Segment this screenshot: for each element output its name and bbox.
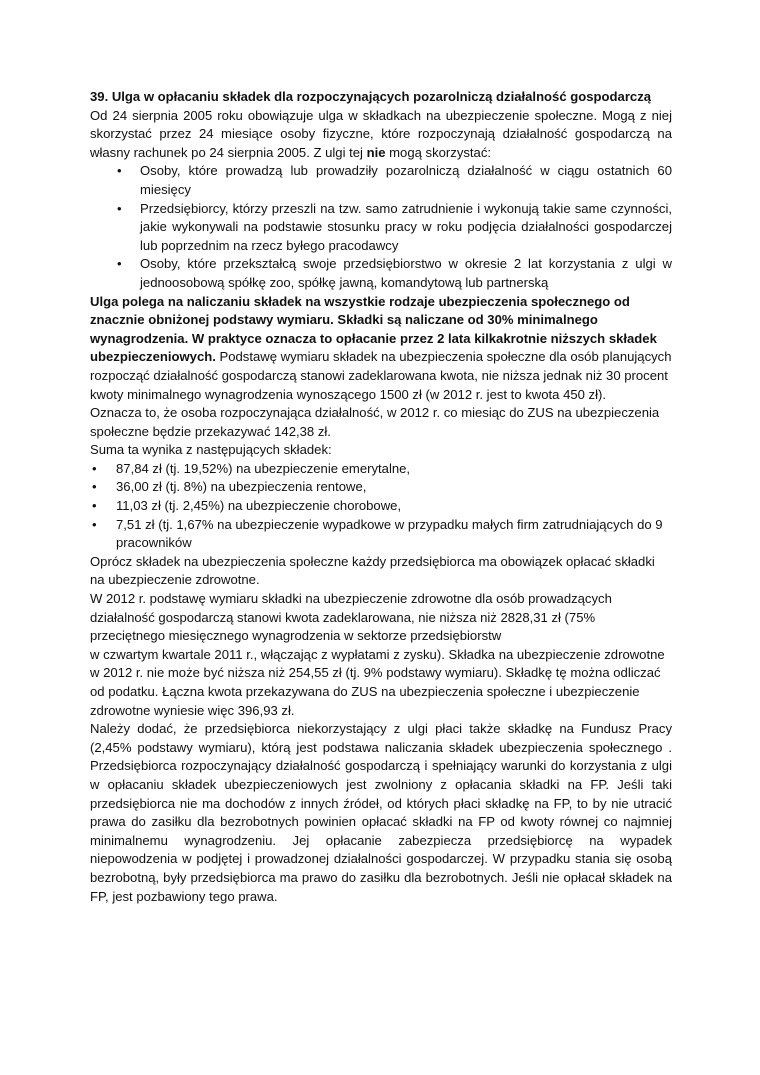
relief-emphasis: Ulga polega na naliczaniu składek na wszystkie rodzaje ubezpieczenia społecznego od znacznie obniżonej podstawy wymiaru. Składki są naliczane od 30% minimalnego wynagrodzenia. W praktyce oznacza to opłacanie przez 2 lata kilkakrotnie niższych składek ubezpieczeniowych.	[90, 293, 657, 365]
component-item: • 87,84 zł (tj. 19,52%) na ubezpieczenie emerytalne,	[90, 460, 672, 479]
document-page	[90, 88, 672, 906]
relief-paragraph	[90, 293, 672, 405]
intro-emphasis: nie	[366, 144, 386, 160]
monthly-paragraph: Oznacza to, że osoba rozpoczynająca działalność, w 2012 r. co miesiąc do ZUS na ubezpieczenia społeczne będzie przekazywać 142,38 zł.	[90, 405, 660, 439]
exclusion-item: • Przedsiębiorcy, którzy przeszli na tzw. samo zatrudnienie i wykonują takie same czynności, jakie wykonywali na podstawie stosunku pracy w roku podjęcia działalności gospodarczej lub poprzednim na rzecz byłego pracodawcy	[90, 200, 672, 256]
exclusion-item: • Osoby, które prowadzą lub prowadziły pozarolniczą działalność w ciągu ostatnich 60 miesięcy	[90, 162, 672, 199]
exclusions-list	[90, 162, 672, 292]
labour-fund-paragraph: Należy dodać, że przedsiębiorca niekorzystający z ulgi płaci także składkę na Fundusz Pracy (2,45% podstawy wymiaru), którą jest podstawa naliczania składek ubezpieczenia społecznego . Przedsiębiorca rozpoczynający działalność gospodarczą i spełniający warunki do korzystania z ulgi w opłacaniu składek ubezpieczeniowych jest zwolniony z opłacania składki na FP. Jeśli taki przedsiębiorca nie ma dochodów z innych źródeł, od których płaci składkę na FP, to by nie utracić prawa do zasiłku dla bezrobotnych powinien opłacać składki na FP od kwoty równej co najmniej minimalnemu wynagrodzeniu. Jej opłacanie zabezpiecza przedsiębiorcę na wypadek niepowodzenia w podjętej i prowadzonej działalności gospodarczej. W przypadku stania się osobą bezrobotną, były przedsiębiorca ma prawo do zasiłku dla bezrobotnych. Jeśli nie opłacał składek na FP, jest pozbawiony tego prawa.	[90, 721, 672, 904]
health-quarter: w czwartym kwartale 2011 r., włączając z wypłatami z zysku). Składka na ubezpieczenie zdrowotne w 2012 r. nie może być niższa niż 254,55 zł (tj. 9% podstawy wymiaru). Składkę tę można odliczać od podatku. Łączna kwota przekazywana do ZUS na ubezpieczenia społeczne i ubezpieczenie zdrowotne wyniesie więc 396,93 zł.	[90, 646, 665, 718]
sum-intro: Suma ta wynika z następujących składek:	[90, 442, 332, 458]
components-list	[90, 460, 672, 553]
intro-text: Od 24 sierpnia 2005 roku obowiązuje ulga w składkach na ubezpieczenie społeczne. Mogą z niej skorzystać przez 24 miesiące osoby fizyczne, które rozpoczynają działalność gospodarczą na własny rachunek po 24 sierpnia 2005. Z ulgi tej	[90, 107, 672, 160]
health-basis: W 2012 r. podstawę wymiaru składki na ubezpieczenie zdrowotne dla osób prowadzących działalność gospodarczą stanowi kwota zadeklarowana, nie niższa niż 2828,31 zł (75% przeciętnego miesięcznego wynagrodzenia w sektorze przedsiębiorstw	[90, 591, 612, 644]
exclusion-item: • Osoby, które przekształcą swoje przedsiębiorstwo w okresie 2 lat korzystania z ulgi w jednoosobową spółkę zoo, spółkę jawną, komandytową lub partnerską	[90, 255, 672, 292]
relief-text: Podstawę wymiaru składek na ubezpieczenia społeczne dla osób planujących rozpocząć działalność gospodarczą stanowi zadeklarowana kwota, nie niższa jednak niż 30 procent kwoty minimalnego wynagrodzenia wynoszącego 1500 zł (w 2012 r. jest to kwota 450 zł).	[90, 349, 672, 402]
intro-text-end: mogą skorzystać:	[385, 144, 492, 160]
component-item: • 11,03 zł (tj. 2,45%) na ubezpieczenie chorobowe,	[90, 497, 672, 516]
component-item: • 7,51 zł (tj. 1,67% na ubezpieczenie wypadkowe w przypadku małych firm zatrudniających do 9 pracowników	[90, 516, 672, 553]
intro-paragraph	[90, 107, 672, 163]
component-item: • 36,00 zł (tj. 8%) na ubezpieczenia rentowe,	[90, 478, 672, 497]
health-intro: Oprócz składek na ubezpieczenia społeczne każdy przedsiębiorca ma obowiązek opłacać składki na ubezpieczenie zdrowotne.	[90, 553, 655, 588]
section-heading: 39. Ulga w opłacaniu składek dla rozpoczynających pozarolniczą działalność gospodarczą	[90, 89, 652, 104]
